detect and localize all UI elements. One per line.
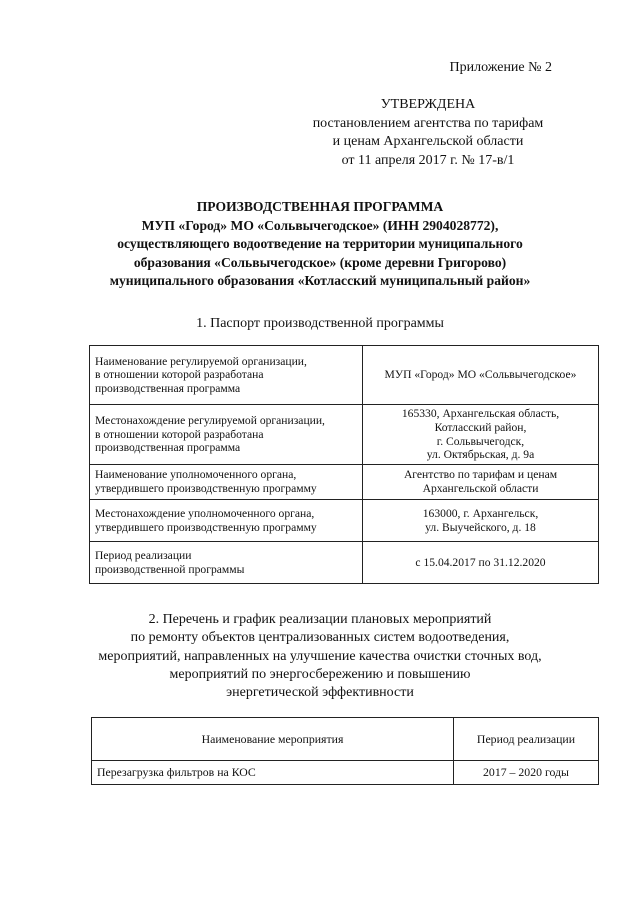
approval-line: постановлением агентства по тарифам xyxy=(312,115,544,131)
event-period-cell: 2017 – 2020 годы xyxy=(454,761,599,785)
cell-line: Котласский район, xyxy=(434,420,527,434)
cell-line: в отношении которой разработана xyxy=(95,368,264,382)
title-line: образования «Сольвычегодское» (кроме деревни Григорово) xyxy=(133,254,507,270)
approval-line: от 11 апреля 2017 г. № 17-в/1 xyxy=(341,152,515,168)
cell-line: утвердившего производственную программу xyxy=(95,520,317,534)
heading-line: по ремонту объектов централизованных систем водоотведения, xyxy=(130,630,510,646)
cell-line: ул. Октябрьская, д. 9а xyxy=(426,448,535,462)
passport-label-cell xyxy=(90,542,363,584)
heading-line: 2. Перечень и график реализации плановых мероприятий xyxy=(148,612,492,627)
passport-value-cell xyxy=(363,465,599,500)
heading-line: мероприятий по энергосбережению и повышению xyxy=(169,666,471,682)
events-table xyxy=(91,717,599,785)
passport-value-cell xyxy=(363,500,599,542)
cell-line: Агентство по тарифам и ценам xyxy=(403,468,558,482)
heading-line: энергетической эффективности xyxy=(226,685,414,701)
cell-line: Наименование регулируемой организации, xyxy=(95,354,307,368)
table-row xyxy=(90,346,599,405)
cell-line: в отношении которой разработана xyxy=(95,427,264,441)
appendix-label: Приложение № 2 xyxy=(449,60,552,75)
table-row xyxy=(90,542,599,584)
section1-heading: 1. Паспорт производственной программы xyxy=(196,316,444,331)
table-header-row xyxy=(92,718,599,761)
event-name-cell: Перезагрузка фильтров на КОС xyxy=(92,761,454,785)
cell-line: г. Сольвычегодск, xyxy=(436,434,525,448)
document-title xyxy=(60,198,580,291)
title-line: муниципального образования «Котласский муниципальный район» xyxy=(109,273,531,288)
column-header-period: Период реализации xyxy=(454,718,599,761)
title-line: МУП «Город» МО «Сольвычегодское» (ИНН 2904028772), xyxy=(141,217,499,233)
title-line: осуществляющего водоотведение на территории муниципального xyxy=(117,236,523,251)
cell-line: производственная программа xyxy=(95,441,241,455)
cell-line: 165330, Архангельская область, xyxy=(401,407,560,421)
passport-value-cell xyxy=(363,542,599,584)
heading-line: мероприятий, направленных на улучшение качества очистки сточных вод, xyxy=(98,648,542,664)
approval-stamp xyxy=(278,96,578,170)
passport-label-cell xyxy=(90,405,363,465)
section2-heading xyxy=(60,611,580,702)
cell-line: ул. Выучейского, д. 18 xyxy=(425,520,536,534)
cell-line: Период реализации xyxy=(95,548,192,562)
approval-line: УТВЕРЖДЕНА xyxy=(380,97,476,112)
approval-line: и ценам Архангельской области xyxy=(332,134,524,149)
passport-value-cell xyxy=(363,405,599,465)
table-row xyxy=(90,500,599,542)
table-row xyxy=(90,465,599,500)
cell-line: Наименование уполномоченного органа, xyxy=(95,468,297,482)
cell-line: утвердившего производственную программу xyxy=(95,482,317,495)
table-row xyxy=(92,761,599,785)
cell-line: Местонахождение уполномоченного органа, xyxy=(95,506,315,520)
passport-label-cell xyxy=(90,346,363,405)
cell-line: МУП «Город» МО «Сольвычегодское» xyxy=(384,368,577,382)
cell-line: производственной программы xyxy=(95,562,245,576)
cell-line: 163000, г. Архангельск, xyxy=(422,506,539,520)
table-row xyxy=(90,405,599,465)
passport-label-cell xyxy=(90,500,363,542)
column-header-name: Наименование мероприятия xyxy=(92,718,454,761)
passport-label-cell xyxy=(90,465,363,500)
passport-table xyxy=(89,345,599,584)
title-line: ПРОИЗВОДСТВЕННАЯ ПРОГРАММА xyxy=(196,199,444,214)
passport-value-cell xyxy=(363,346,599,405)
cell-line: с 15.04.2017 по 31.12.2020 xyxy=(415,555,546,569)
cell-line: Местонахождение регулируемой организации, xyxy=(95,414,325,428)
cell-line: Архангельской области xyxy=(422,482,539,495)
cell-line: производственная программа xyxy=(95,381,241,395)
